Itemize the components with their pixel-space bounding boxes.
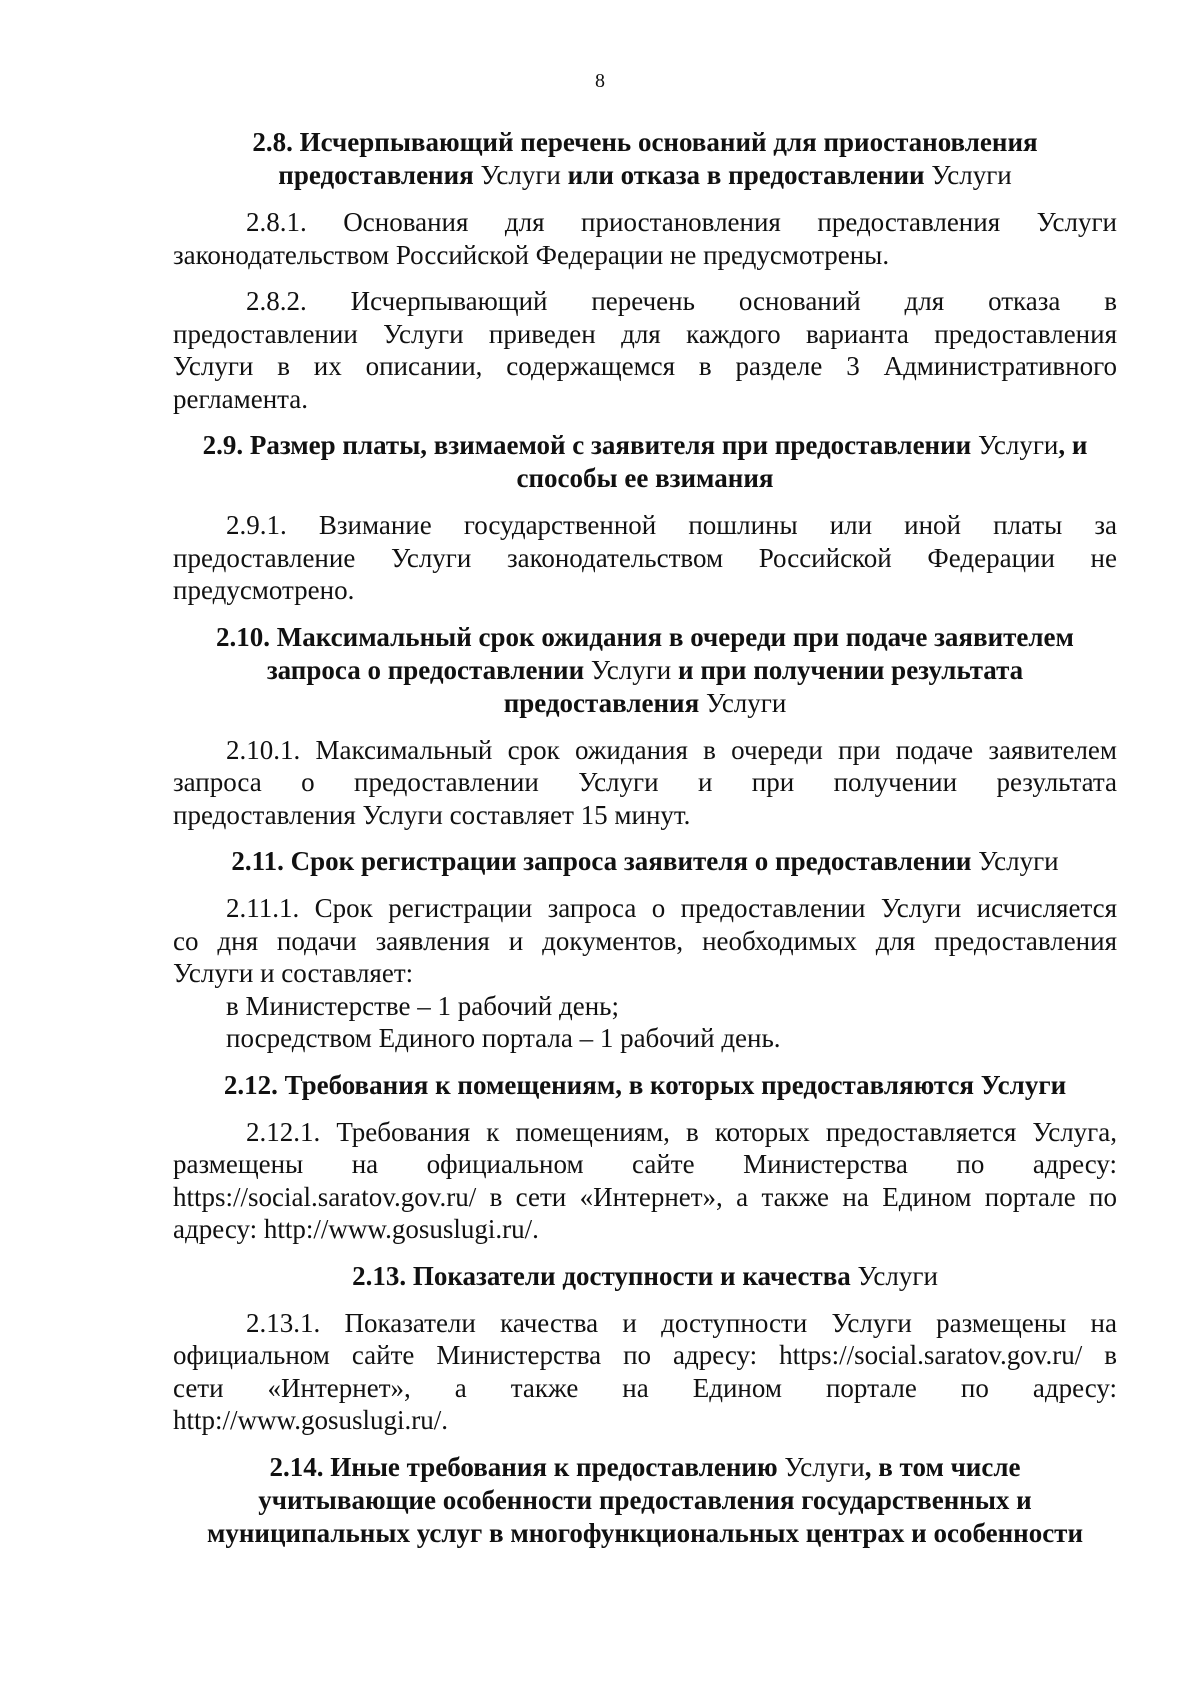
list-item: посредством Единого портала – 1 рабочий день. (226, 1023, 781, 1053)
list-item: в Министерстве – 1 рабочий день; (226, 990, 619, 1021)
section-heading-2-11: 2.11. Срок регистрации запроса заявителя о предоставлении Услуги (231, 846, 1059, 876)
document-body (173, 126, 1117, 1564)
section-heading-2-10: 2.10. Максимальный срок ожидания в очереди при подаче заявителем запроса о предоставлении Услуги и при получении результата предоставления Услуги (216, 621, 1074, 718)
section-heading-2-9: 2.9. Размер платы, взимаемой с заявителя при предоставлении Услуги, и способы ее взимания (202, 430, 1088, 493)
section-heading-2-12: 2.12. Требования к помещениям, в которых предоставляются Услуги (223, 1069, 1067, 1100)
paragraph-2-12-1: 2.12.1. Требования к помещениям, в которых предоставляется Услуга, размещены на официальном сайте Министерства по адресу: https://social.saratov.gov.ru/ в сети «Интернет», а также на Едином портале по адресу: http://www.gosuslugi.ru/. (173, 1116, 1117, 1244)
paragraph-2-13-1: 2.13.1. Показатели качества и доступности Услуги размещены на официальном сайте Министерства по адресу: https://social.saratov.gov.ru/ в сети «Интернет», а также на Едином портале по адресу: http://www.gosuslugi.ru/. (173, 1307, 1117, 1435)
paragraph-2-11-1: 2.11.1. Срок регистрации запроса о предоставлении Услуги исчисляется со дня подачи заявления и документов, необходимых для предоставления Услуги и составляет: (173, 893, 1117, 988)
paragraph-2-8-2: 2.8.2. Исчерпывающий перечень оснований для отказа в предоставлении Услуги приведен для каждого варианта предоставления Услуги в их описании, содержащемся в разделе 3 Административного регламента. (173, 286, 1117, 414)
paragraph-2-8-1: 2.8.1. Основания для приостановления предоставления Услуги законодательством Российской Федерации не предусмотрены. (173, 207, 1117, 270)
section-heading-2-14: 2.14. Иные требования к предоставлению Услуги, в том числе учитывающие особенности предоставления государственных и муниципальных услуг в многофункциональных центрах и особенности (206, 1451, 1084, 1548)
paragraph-2-10-1: 2.10.1. Максимальный срок ожидания в очереди при подаче заявителем запроса о предоставлении Услуги и при получении результата предоставления Услуги составляет 15 минут. (173, 734, 1117, 830)
paragraph-2-9-1: 2.9.1. Взимание государственной пошлины или иной платы за предоставление Услуги законодательством Российской Федерации не предусмотрено. (173, 510, 1117, 605)
section-heading-2-13: 2.13. Показатели доступности и качества Услуги (352, 1260, 938, 1291)
page-number: 8 (595, 70, 605, 92)
registration-terms-list (173, 990, 1117, 1055)
section-heading-2-8: 2.8. Исчерпывающий перечень оснований для приостановления предоставления Услуги или отказа в предоставлении Услуги (252, 127, 1038, 190)
